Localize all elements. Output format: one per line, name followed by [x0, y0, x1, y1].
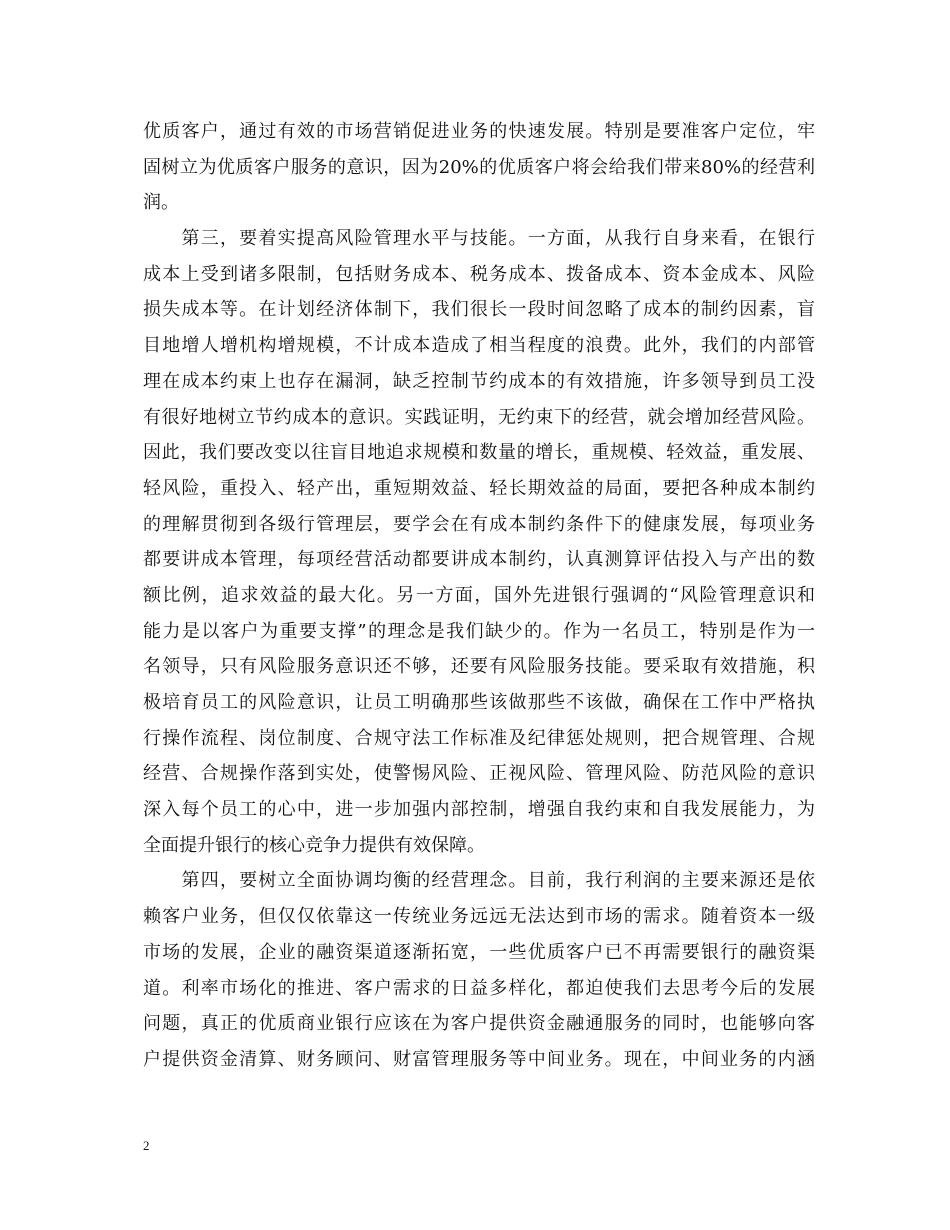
text-line	[143, 899, 815, 935]
text-line	[143, 507, 815, 543]
text-line-content: 固树立为优质客户服务的意识，因为20%的优质客户将会给我们带来80%的经营利	[143, 156, 815, 178]
text-line-content: 赖客户业务，但仅仅依靠这一传统业务远远无法达到市场的需求。随着资本一级	[143, 906, 815, 928]
text-line	[143, 400, 815, 436]
text-line-content: 能力是以客户为重要支撑”的理念是我们缺少的。作为一名员工，特别是作为一	[143, 620, 815, 642]
text-line-content: 经营、合规操作落到实处，使警惕风险、正视风险、管理风险、防范风险的意识	[143, 763, 815, 785]
text-line-content: 因此，我们要改变以往盲目地追求规模和数量的增长，重规模、轻效益，重发展、	[143, 442, 815, 464]
text-line	[143, 221, 815, 257]
text-line	[143, 935, 815, 971]
text-line-content: 市场的发展，企业的融资渠道逐渐拓宽，一些优质客户已不再需要银行的融资渠	[143, 941, 815, 963]
text-line	[143, 578, 815, 614]
text-line-content: 第三，要着实提高风险管理水平与技能。一方面，从我行自身来看，在银行	[143, 228, 815, 250]
text-line	[143, 328, 815, 364]
text-line	[143, 471, 815, 507]
text-line	[143, 685, 815, 721]
text-line-content: 损失成本等。在计划经济体制下，我们很长一段时间忽略了成本的制约因素，盲	[143, 299, 815, 321]
text-line-content: 轻风险，重投入、轻产出，重短期效益、轻长期效益的局面，要把各种成本制约	[143, 477, 815, 499]
text-line-content: 优质客户，通过有效的市场营销促进业务的快速发展。特别是要准客户定位，牢	[143, 121, 815, 142]
text-line	[143, 863, 815, 899]
text-line-content: 问题，真正的优质商业银行应该在为客户提供资金融通服务的同时，也能够向客	[143, 1013, 815, 1035]
text-line-content: 额比例，追求效益的最大化。另一方面，国外先进银行强调的“风险管理意识和	[143, 584, 815, 606]
text-line-content: 有很好地树立节约成本的意识。实践证明，无约束下的经营，就会增加经营风险。	[143, 406, 815, 428]
text-line	[143, 542, 815, 578]
text-line	[143, 971, 815, 1007]
text-line-content: 都要讲成本管理，每项经营活动都要讲成本制约，认真测算评估投入与产出的数	[143, 549, 815, 571]
text-line-content: 道。利率市场化的推进、客户需求的日益多样化，都迫使我们去思考今后的发展	[143, 977, 815, 999]
document-body	[143, 114, 815, 1078]
text-line	[143, 649, 815, 685]
text-line	[143, 1006, 815, 1042]
text-line	[143, 185, 815, 221]
text-line-content: 的理解贯彻到各级行管理层，要学会在有成本制约条件下的健康发展，每项业务	[143, 513, 815, 535]
text-line-content: 第四，要树立全面协调均衡的经营理念。目前，我行利润的主要来源还是依	[143, 870, 815, 892]
text-line	[143, 257, 815, 293]
text-line	[143, 828, 815, 864]
text-line	[143, 150, 815, 186]
text-line-content: 全面提升银行的核心竞争力提供有效保障。	[143, 834, 485, 856]
text-line-content: 极培育员工的风险意识，让员工明确那些该做那些不该做，确保在工作中严格执	[143, 692, 815, 713]
text-line-content: 名领导，只有风险服务意识还不够，还要有风险服务技能。要采取有效措施，积	[143, 656, 815, 678]
text-line	[143, 1042, 815, 1078]
text-line	[143, 435, 815, 471]
text-line	[143, 614, 815, 650]
text-line-content: 户提供资金清算、财务顾问、财富管理服务等中间业务。现在，中间业务的内涵	[143, 1048, 815, 1070]
text-line-content: 润。	[143, 192, 179, 214]
text-line	[143, 721, 815, 757]
text-line-content: 理在成本约束上也存在漏洞，缺乏控制节约成本的有效措施，许多领导到员工没	[143, 370, 815, 392]
text-line-content: 深入每个员工的心中，进一步加强内部控制，增强自我约束和自我发展能力，为	[143, 799, 815, 821]
text-line-content: 行操作流程、岗位制度、合规守法工作标准及纪律惩处规则，把合规管理、合规	[143, 727, 815, 749]
text-line	[143, 114, 815, 150]
text-line-content: 成本上受到诸多限制，包括财务成本、税务成本、拨备成本、资本金成本、风险	[143, 263, 815, 285]
text-line	[143, 292, 815, 328]
text-line	[143, 364, 815, 400]
text-line-content: 目地增人增机构增规模，不计成本造成了相当程度的浪费。此外，我们的内部管	[143, 335, 815, 357]
text-line	[143, 756, 815, 792]
text-line	[143, 792, 815, 828]
page-number: 2	[143, 1138, 150, 1153]
